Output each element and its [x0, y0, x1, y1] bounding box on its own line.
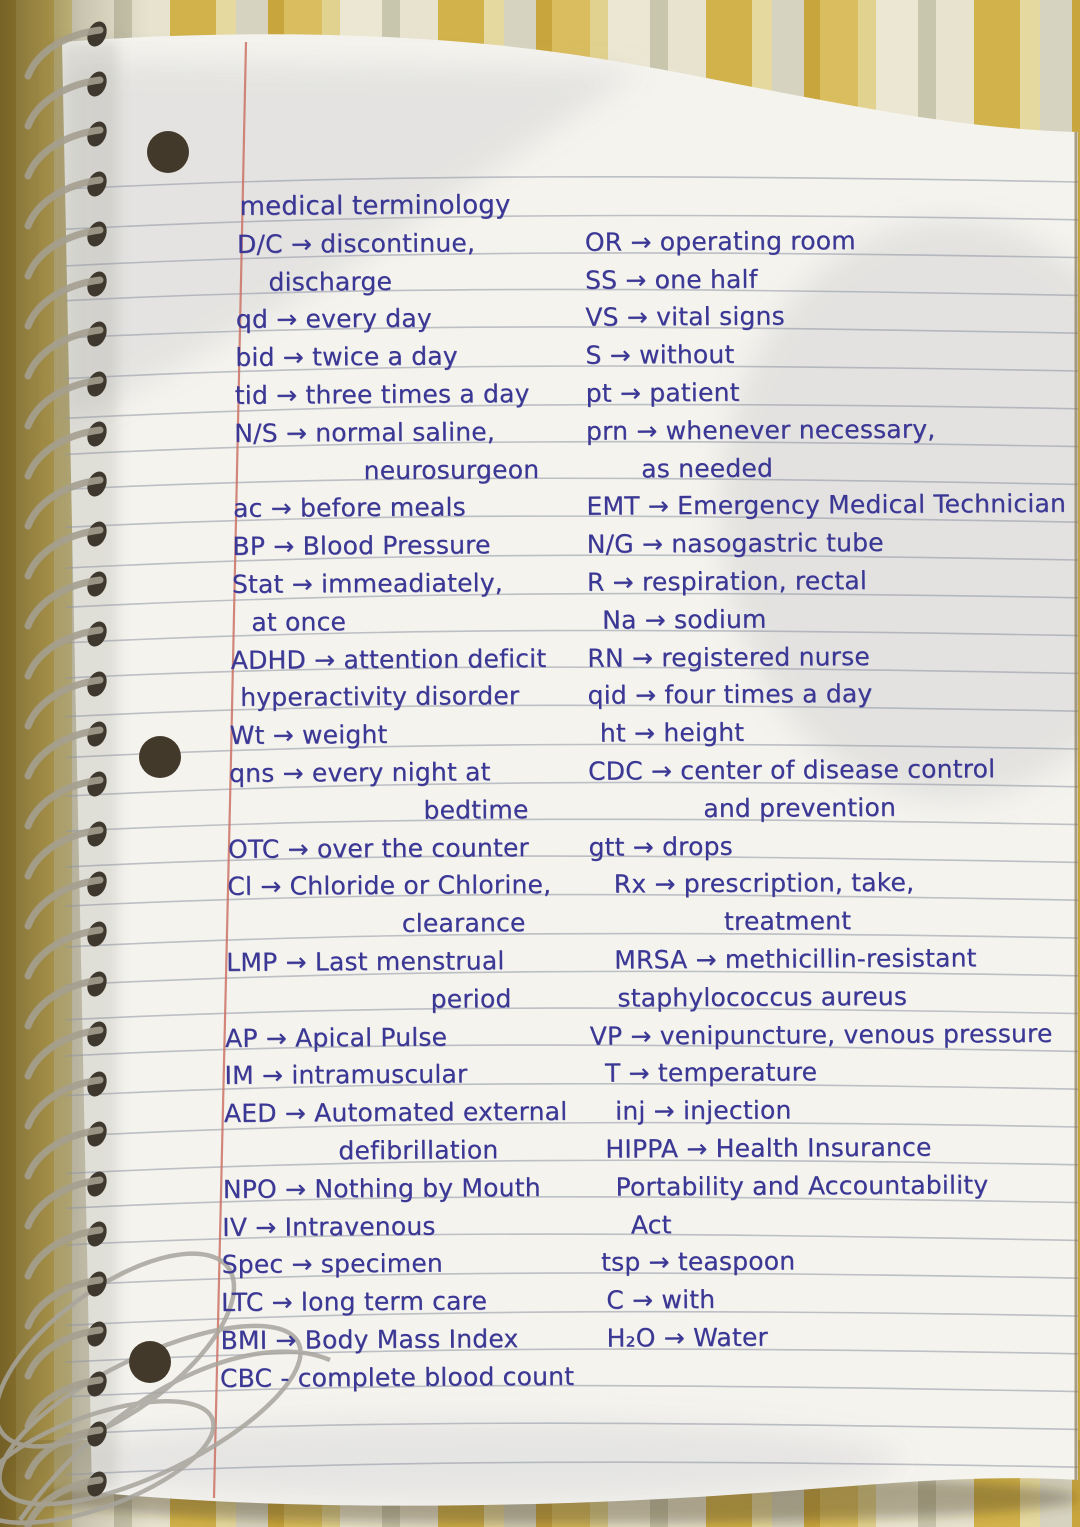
- note-text-right: gtt → drops: [588, 831, 733, 862]
- note-text-right: CDC → center of disease control: [587, 754, 996, 786]
- note-text-right: Na → sodium: [602, 604, 767, 635]
- note-text-left: at once: [251, 606, 347, 637]
- note-text-left: discharge: [268, 266, 393, 297]
- note-text-right: inj → injection: [615, 1095, 792, 1126]
- note-text-right: HIPPA → Health Insurance: [605, 1132, 932, 1164]
- note-text-right: ht → height: [599, 717, 745, 748]
- note-text-right: OR → operating room: [584, 225, 856, 257]
- note-text-right: staphylococcus aureus: [617, 981, 908, 1013]
- note-text-left: qd → every day: [235, 304, 432, 335]
- note-text-left: qns → every night at: [228, 757, 491, 788]
- note-text-right: tsp → teaspoon: [600, 1246, 796, 1278]
- note-text-left: IV → Intravenous: [222, 1211, 436, 1242]
- note-text-left: ac → before meals: [232, 492, 466, 524]
- note-text-left: Wt → weight: [229, 720, 388, 751]
- note-text-left: AED → Automated external: [223, 1097, 568, 1129]
- note-text-right: prn → whenever necessary,: [585, 414, 936, 446]
- note-text-right: C → with: [606, 1285, 716, 1315]
- note-text-right: VP → venipuncture, venous pressure: [589, 1018, 1053, 1051]
- note-text-left: D/C → discontinue,: [236, 228, 476, 259]
- note-text-left: IM → intramuscular: [224, 1059, 468, 1091]
- note-text-left: neurosurgeon: [363, 454, 540, 485]
- note-text-left: bedtime: [423, 794, 529, 825]
- note-text-right: S → without: [585, 339, 735, 370]
- note-text-right: EMT → Emergency Medical Technician: [586, 489, 1067, 522]
- note-text-right: H₂O → Water: [606, 1322, 769, 1353]
- note-text-right: pt → patient: [585, 377, 740, 408]
- note-text-left: LMP → Last menstrual: [226, 946, 505, 977]
- note-text-right: VS → vital signs: [585, 301, 785, 333]
- note-text-left: hyperactivity disorder: [240, 681, 520, 713]
- note-text-right: treatment: [723, 906, 852, 937]
- note-text-left: clearance: [401, 908, 526, 939]
- note-text-right: RN → registered nurse: [587, 641, 870, 673]
- note-text-left: bid → twice a day: [235, 341, 458, 373]
- note-text-left: Stat → immeadiately,: [231, 568, 503, 599]
- note-text-left: CBC - complete blood count: [219, 1361, 575, 1393]
- note-text-left: tid → three times a day: [234, 379, 530, 410]
- note-text-right: T → temperature: [604, 1057, 818, 1088]
- page-title: medical terminology: [239, 190, 511, 222]
- note-text-right: R → respiration, rectal: [586, 565, 868, 597]
- note-text-left: ADHD → attention deficit: [230, 643, 547, 675]
- note-text-left: AP → Apical Pulse: [224, 1022, 448, 1053]
- note-text-left: N/S → normal saline,: [234, 417, 496, 448]
- note-text-left: BMI → Body Mass Index: [220, 1324, 519, 1355]
- note-text-left: Cl → Chloride or Chlorine,: [227, 870, 552, 902]
- note-text-left: period: [430, 983, 512, 1014]
- note-text-right: Act: [630, 1209, 672, 1240]
- note-text-left: defibrillation: [338, 1135, 499, 1166]
- note-text-left: OTC → over the counter: [227, 832, 530, 864]
- note-text-right: as needed: [641, 453, 774, 483]
- note-text-right: and prevention: [703, 792, 897, 823]
- note-text-right: Rx → prescription, take,: [613, 868, 915, 899]
- note-text-right: SS → one half: [584, 264, 758, 295]
- note-text-left: BP → Blood Pressure: [232, 530, 491, 562]
- note-text-left: Spec → specimen: [221, 1248, 443, 1280]
- note-text-right: N/G → nasogastric tube: [586, 528, 884, 559]
- note-text-left: LTC → long term care: [220, 1286, 488, 1318]
- note-text-right: MRSA → methicillin-resistant: [614, 943, 977, 975]
- note-text-left: NPO → Nothing by Mouth: [222, 1172, 541, 1204]
- note-text-right: qid → four times a day: [587, 679, 873, 711]
- note-text-right: Portability and Accountability: [615, 1170, 989, 1202]
